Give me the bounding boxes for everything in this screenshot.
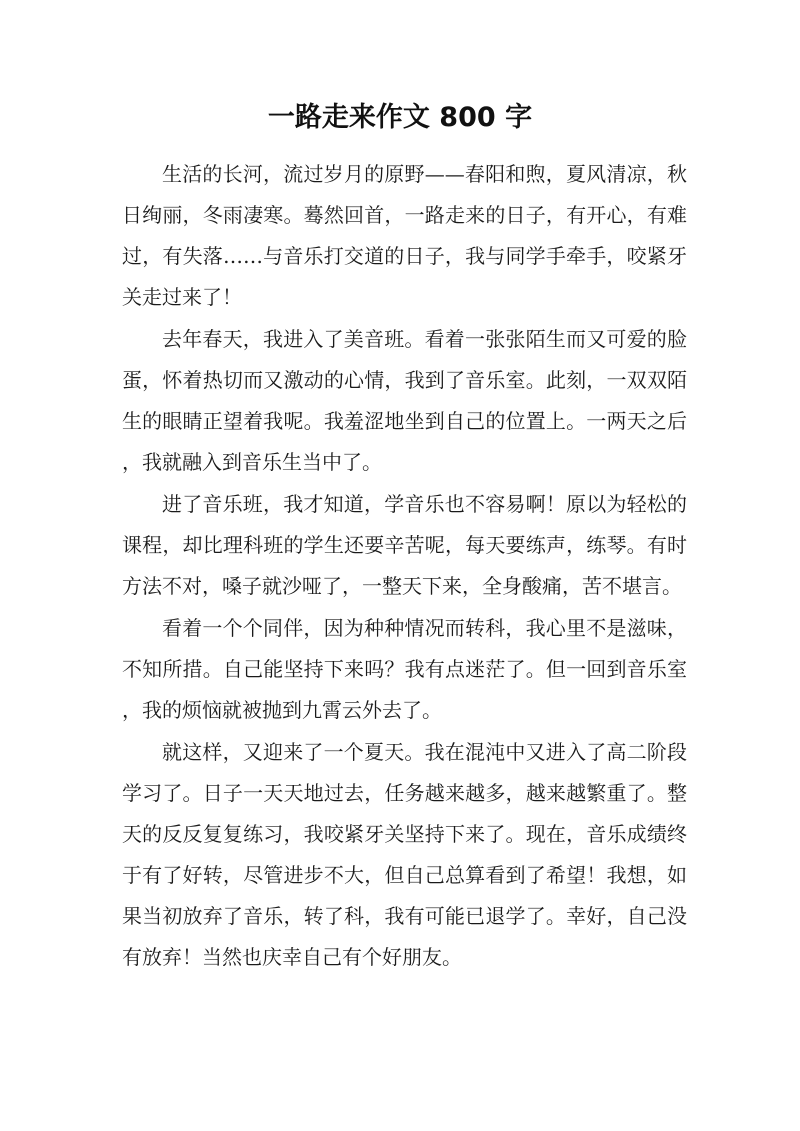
paragraph-5: 就这样，又迎来了一个夏天。我在混沌中又进入了高二阶段学习了。日子一天天地过去，任务越来越多，越来越繁重了。整天的反反复复练习，我咬紧牙关坚持下来了。现在，音乐成绩终于有了好转，尽管进步不大，但自己总算看到了希望！我想，如果当初放弃了音乐，转了科，我有可能已退学了。幸好，自己没有放弃！当然也庆幸自己有个好朋友。 — [122, 740, 687, 969]
document-title: 一路走来作文 800 字 — [267, 102, 533, 133]
paragraph-1: 生活的长河，流过岁月的原野——春阳和煦，夏风清凉，秋日绚丽，冬雨凄寒。蓦然回首，一路走来的日子，有开心，有难过，有失落……与音乐打交道的日子，我与同学手牵手，咬紧牙关走过来了！ — [122, 162, 687, 309]
paragraph-2: 去年春天，我进入了美音班。看着一张张陌生而又可爱的脸蛋，怀着热切而又激动的心情，我到了音乐室。此刻，一双双陌生的眼睛正望着我呢。我羞涩地坐到自己的位置上。一两天之后，我就融入到音乐生当中了。 — [122, 327, 687, 474]
document-body — [122, 154, 687, 979]
paragraph-4: 看着一个个同伴，因为种种情况而转科，我心里不是滋味，不知所措。自己能坚持下来吗？我有点迷茫了。但一回到音乐室，我的烦恼就被抛到九霄云外去了。 — [122, 616, 687, 722]
paragraph-3: 进了音乐班，我才知道，学音乐也不容易啊！原以为轻松的课程，却比理科班的学生还要辛苦呢，每天要练声，练琴。有时方法不对，嗓子就沙哑了，一整天下来，全身酸痛，苦不堪言。 — [122, 492, 687, 598]
